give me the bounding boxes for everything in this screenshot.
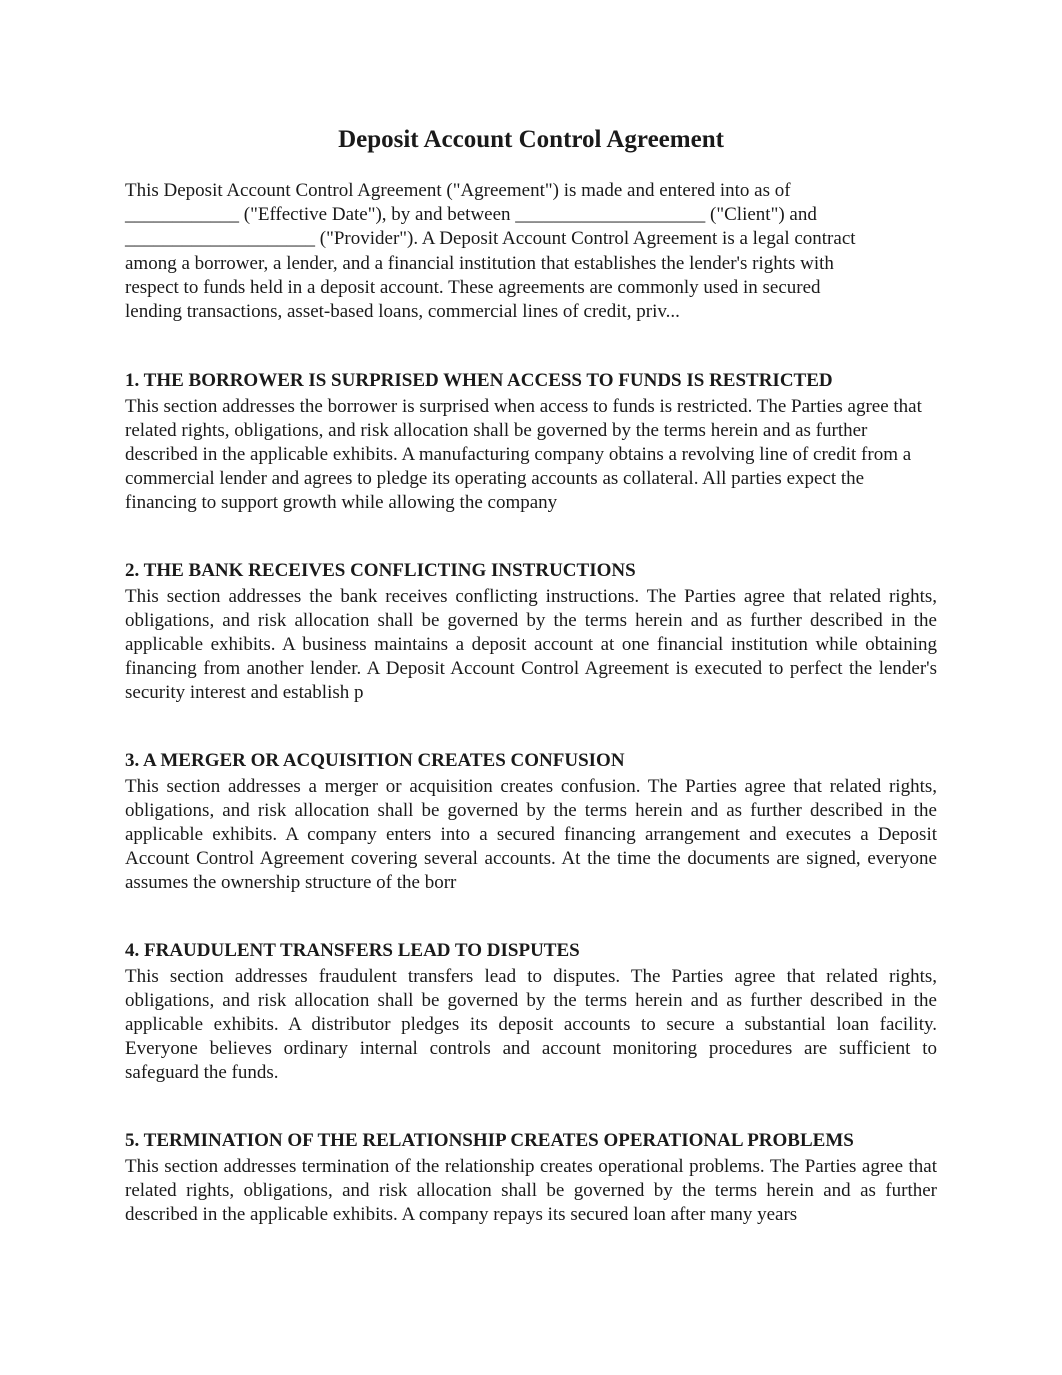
section-heading: 3. A MERGER OR ACQUISITION CREATES CONFUSION [125,750,625,772]
section-heading: 5. TERMINATION OF THE RELATIONSHIP CREATES OPERATIONAL PROBLEMS [125,1130,854,1152]
section-3 [125,750,937,895]
section-heading: 4. FRAUDULENT TRANSFERS LEAD TO DISPUTES [125,940,580,962]
section-body: This section addresses the bank receives conflicting instructions. The Parties agree that related rights, obligations, and risk allocation shall be governed by the terms herein and as further described in the applicable exhibits. A business maintains a deposit account at one financial institution while obtaining financing from another lender. A Deposit Account Control Agreement is executed to perfect the lender's security interest and establish p [125,586,937,704]
section-2 [125,560,937,705]
intro-line: This Deposit Account Control Agreement ("Agreement") is made and entered into as of [125,180,791,201]
section-body: This section addresses termination of the relationship creates operational problems. The Parties agree that related rights, obligations, and risk allocation shall be governed by the terms herein and as further described in the applicable exhibits. A company repays its secured loan after many years [125,1156,937,1226]
intro-line: ____________ ("Effective Date"), by and between ____________________ ("Client") and [125,204,817,226]
section-4 [125,940,937,1085]
intro-line: among a borrower, a lender, and a financial institution that establishes the lender's rights with [125,252,834,274]
section-body: This section addresses a merger or acquisition creates confusion. The Parties agree that related rights, obligations, and risk allocation shall be governed by the terms herein and as further described in the applicable exhibits. A company enters into a secured financing arrangement and executes a Deposit Account Control Agreement covering several accounts. At the time the documents are signed, everyone assumes the ownership structure of the borr [125,776,937,894]
document-page [125,124,937,1227]
intro-line: lending transactions, asset-based loans, commercial lines of credit, priv... [125,301,680,323]
document-title: Deposit Account Control Agreement [338,126,724,153]
section-heading: 2. THE BANK RECEIVES CONFLICTING INSTRUCTIONS [125,560,636,582]
section-body: This section addresses fraudulent transfers lead to disputes. The Parties agree that related rights, obligations, and risk allocation shall be governed by the terms herein and as further described in the applicable exhibits. A distributor pledges its deposit accounts to secure a substantial loan facility. Everyone believes ordinary internal controls and account monitoring procedures are sufficient to safeguard the funds. [125,966,937,1084]
section-body: This section addresses the borrower is surprised when access to funds is restricted. The Parties agree that related rights, obligations, and risk allocation shall be governed by the terms herein and as further described in the applicable exhibits. A manufacturing company obtains a revolving line of credit from a commercial lender and agrees to pledge its operating accounts as collateral. All parties expect the financing to support growth while allowing the company [125,396,922,514]
section-heading: 1. THE BORROWER IS SURPRISED WHEN ACCESS TO FUNDS IS RESTRICTED [125,370,833,392]
intro-line: respect to funds held in a deposit account. These agreements are commonly used in secured [125,276,821,298]
section-5 [125,1130,937,1227]
section-1 [125,370,937,515]
intro-line: ____________________ ("Provider"). A Deposit Account Control Agreement is a legal contract [125,228,856,250]
intro-paragraph [125,179,937,324]
